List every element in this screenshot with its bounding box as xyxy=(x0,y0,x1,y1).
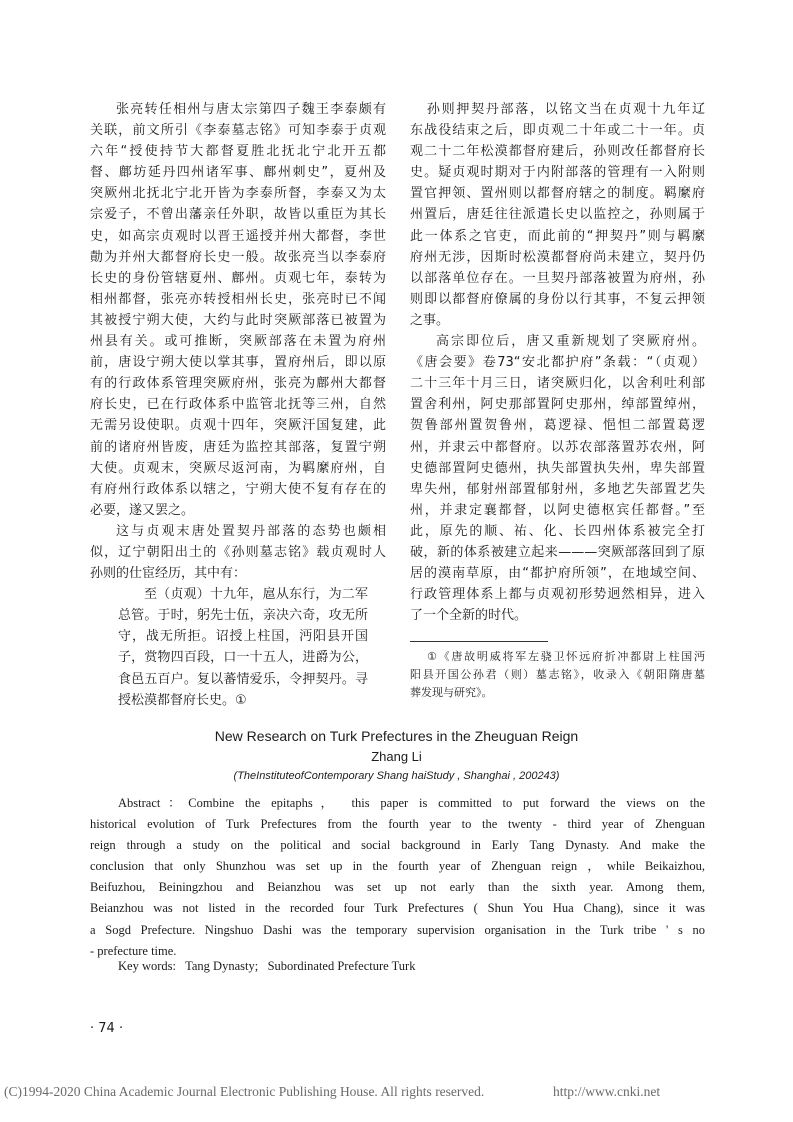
text-line: 勣为并州大都督府长史一般。故张亮当以李泰府 xyxy=(90,249,386,265)
text-line: 史德部置阿史德州，执失部置执失州，卑失部置 xyxy=(410,460,705,476)
note-block xyxy=(410,648,705,702)
text-line: 子，赏物四百段，口一十五人，进爵为公， xyxy=(118,650,368,666)
text-line: 史，如高宗贞观时以晋王遥授并州大都督，李世 xyxy=(90,228,386,244)
text-line: 贺鲁部州置贺鲁州，葛逻禄、悒怛二部置葛逻 xyxy=(410,418,705,434)
text-line: - prefecture time. xyxy=(90,943,177,958)
text-line: 张亮转任相州与唐太宗第四子魏王李泰颇有 xyxy=(116,102,386,117)
text-line: 至（贞观）十九年，扈从东行，为二军 xyxy=(144,587,368,603)
english-abstract xyxy=(90,793,705,962)
text-line: 葬发现与研究》。 xyxy=(410,686,493,699)
paragraph-block xyxy=(90,99,386,521)
english-keywords: Key words: Tang Dynasty; Subordinated Prefecture Turk xyxy=(118,959,416,973)
right-column xyxy=(410,99,705,626)
text-line: ①《唐故明威将军左骁卫怀远府折冲都尉上柱国沔 xyxy=(427,650,705,663)
text-line: 以部落单位存在。一旦契丹部落被置为府州，孙 xyxy=(410,270,705,286)
text-line: 孙则的仕宦经历，其中有： xyxy=(90,566,247,582)
english-affiliation: (TheInstituteofContemporary Shang haiStudy , Shanghai , 200243) xyxy=(233,770,560,782)
text-line: conclusion that only Shunzhou was set up in the fourth year of Zhenguan reign ，while Beikaizhou, xyxy=(90,859,705,874)
text-line: 州县有关。或可推断，突厥部落在未置为府州 xyxy=(90,334,386,350)
footer-url: http://www.cnki.net xyxy=(553,1084,661,1099)
text-line: 此一体系之官吏，而此前的“押契丹”则与羁縻 xyxy=(410,228,705,244)
text-line: reign through a study on the political and social background in Early Tang Dynasty. And make the xyxy=(90,838,705,853)
text-line: 宗爱子，不曾出藩亲任外职，故皆以重臣为其长 xyxy=(90,207,386,223)
text-line: Beianzhou was not listed in the recorded four Turk Prefectures ( Shun You Hua Chang), since it was xyxy=(90,901,705,916)
text-line: a Sogd Prefecture. Ningshuo Dashi was the temporary supervision organisation in the Turk tribe ' s no xyxy=(90,922,705,937)
copyright-footer: (C)1994-2020 China Academic Journal Electronic Publishing House. All rights reserved. xyxy=(4,1084,485,1099)
text-line: 授松漠都督府长史。① xyxy=(118,692,247,708)
text-line: 《唐会要》卷73“安北都护府”条载：“（贞观） xyxy=(410,355,705,371)
footnote xyxy=(410,648,705,702)
text-line: 府长史，已在行政体系中监管北抚等三州，自然 xyxy=(90,397,386,413)
text-line: 前的诸府州皆废，唐廷为监控其部落，复置宁朔 xyxy=(90,439,386,455)
text-line: 置官押领、置州则以都督府辖之的制度。羁縻府 xyxy=(410,186,705,202)
text-line: 突厥州北抚北宁北开皆为李泰所督，李泰又为太 xyxy=(90,186,386,202)
text-line: 关联，前文所引《李泰墓志铭》可知李泰于贞观 xyxy=(90,123,386,139)
text-line: 州置后，唐廷往往派遣长史以监控之，孙则属于 xyxy=(410,207,705,223)
text-line: 督、鄜坊延丹四州诸军事、鄜州刺史”，夏州及 xyxy=(90,165,386,181)
text-line: 总管。于时，躬先士伍，亲决六奇，攻无所 xyxy=(118,608,368,624)
text-line: 无需另设使职。贞观十四年，突厥汗国复建，此 xyxy=(90,418,386,434)
text-line: 高宗即位后，唐又重新规划了突厥府州。 xyxy=(436,334,705,350)
left-column xyxy=(90,99,386,711)
text-line: 食邑五百户。复以蕃情爱乐，令押契丹。寻 xyxy=(118,671,368,687)
text-line: 观二十二年松漠都督府建后，孙则改任都督府长 xyxy=(410,144,705,160)
text-line: 了一个全新的时代。 xyxy=(410,608,528,624)
english-author: Zhang Li xyxy=(371,749,422,764)
text-line: 孙则押契丹部落，以铭文当在贞观十九年辽 xyxy=(426,102,705,117)
text-line: 州，并隶定襄都督，以阿史德枢宾任都督。”至 xyxy=(410,502,705,518)
text-line: 破，新的体系被建立起来———突厥部落回到了原 xyxy=(410,544,705,560)
text-line: 相州都督，张亮亦转授相州长史，张亮时已不闻 xyxy=(90,291,386,307)
text-line: Abstract：Combine the epitaphs， this paper is committed to put forward the views on the xyxy=(118,796,705,810)
text-line: 守，战无所拒。诏授上柱国，沔阳县开国 xyxy=(118,629,368,645)
text-line: 居的漠南草原，由“都护府所领”，在地域空间、 xyxy=(410,566,705,582)
block-quote xyxy=(118,584,368,711)
abstract-block xyxy=(90,793,705,962)
text-line: 此，原先的顺、祐、化、长四州体系被完全打 xyxy=(410,523,705,539)
text-line: 府州无涉，因斯时松漠都督府尚未建立，契丹仍 xyxy=(410,249,705,265)
text-line: 似，辽宁朝阳出土的《孙则墓志铭》载贞观时人 xyxy=(90,544,386,560)
text-line: 有的行政体系管理突厥府州，张亮为鄜州大都督 xyxy=(90,376,386,392)
text-line: 长史的身份管辖夏州、鄜州。贞观七年，泰转为 xyxy=(90,270,386,286)
text-line: 有府州行政体系以辖之，宁朔大使不复有存在的 xyxy=(90,481,386,497)
paragraph-block xyxy=(90,521,386,584)
text-line: 这与贞观末唐处置契丹部落的态势也颇相 xyxy=(116,523,386,539)
english-title: New Research on Turk Prefectures in the Zheuguan Reign xyxy=(214,728,579,744)
text-line: 大使。贞观末，突厥尽返河南，为羁縻府州，自 xyxy=(90,460,386,476)
text-line: 置舍利州，阿史那部置阿史那州，绰部置绰州， xyxy=(410,397,705,413)
text-line: 六年“授使持节大都督夏胜北抚北宁北开五都 xyxy=(90,144,386,160)
text-line: Beifuzhou, Beiningzhou and Beianzhou was set up not early than the sixth year. Among them, xyxy=(90,880,705,895)
text-line: 前，唐设宁朔大使以掌其事，置府州后，即以原 xyxy=(90,355,386,371)
text-line: 其被授宁朔大使，大约与此时突厥部落已被置为 xyxy=(90,312,386,328)
text-line: 阳县开国公孙君（则）墓志铭》，收录入《朝阳隋唐墓 xyxy=(410,668,705,681)
text-line: 州，并隶云中都督府。以苏农部落置苏农州，阿 xyxy=(410,439,705,455)
text-line: 行政管理体系上都与贞观初形势迥然相异，进入 xyxy=(410,587,705,603)
text-line: 史。疑贞观时期对于内附部落的管理有一入附则 xyxy=(410,165,705,181)
text-line: 东战役结束之后，即贞观二十年或二十一年。贞 xyxy=(410,123,705,139)
text-line: 卑失州，郁射州部置郁射州，多地艺失部置艺失 xyxy=(410,481,705,497)
text-line: 二十三年十月三日，诸突厥归化，以舍利吐利部 xyxy=(410,376,705,392)
page-number: · 74 · xyxy=(90,1021,124,1036)
paragraph-block xyxy=(410,331,705,626)
footnote-divider xyxy=(410,641,548,642)
text-line: historical evolution of Turk Prefectures from the fourth year to the twenty - third year of Zhenguan xyxy=(90,817,705,832)
text-line: 则即以都督府僚属的身份以行其事，不复云押领 xyxy=(410,291,705,307)
text-line: 必要，遂又罢之。 xyxy=(90,502,195,518)
text-line: 之事。 xyxy=(410,312,450,328)
continuation-block xyxy=(410,99,705,331)
